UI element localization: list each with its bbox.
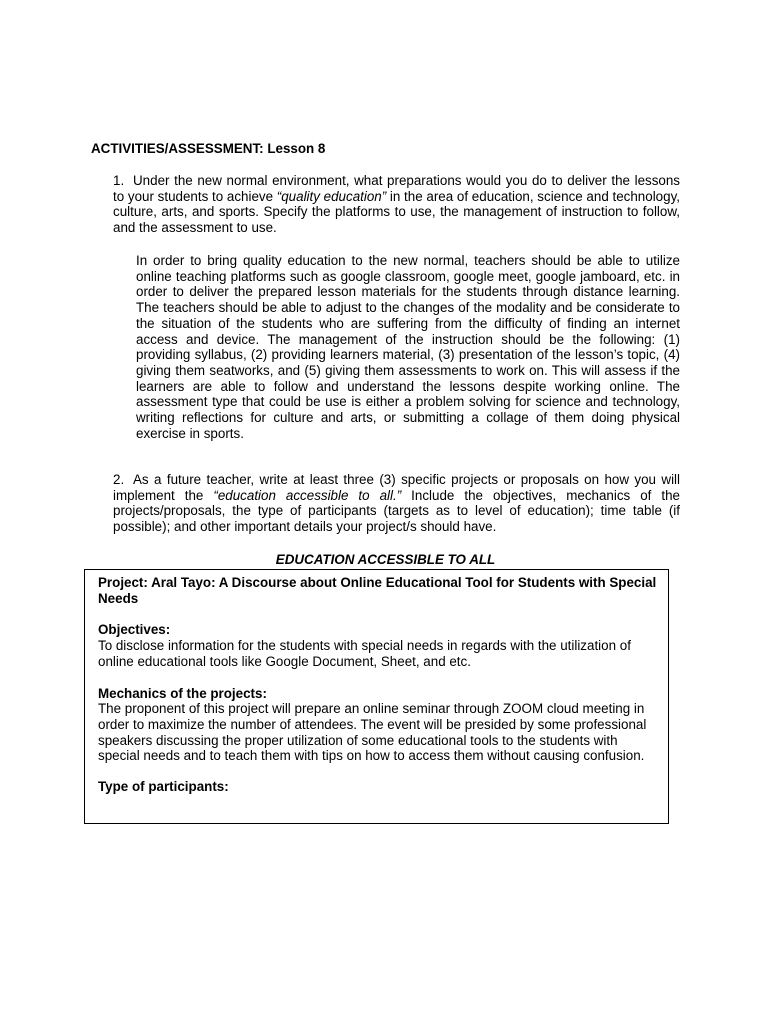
participants-label: Type of participants: xyxy=(98,779,229,795)
question-2-emphasis: “education accessible to all.” xyxy=(213,487,402,503)
project-box xyxy=(84,569,669,824)
question-1-number: 1. xyxy=(113,173,125,188)
question-2-text-end: Include the objectives, mechanics of the projects/proposals, the type of participants (targets as to level of education); time table (if possible); and other important details your project/s should have. xyxy=(113,487,680,535)
objectives-text: To disclose information for the students with special needs in regards with the utilization of online educational tools like Google Document, Sheet, and etc. xyxy=(98,638,631,669)
question-1-text: Under the new normal environment, what preparations would you do to deliver the lessons to your students to achieve xyxy=(113,173,680,204)
box-title: EDUCATION ACCESSIBLE TO ALL xyxy=(275,552,496,567)
page-heading: ACTIVITIES/ASSESSMENT: Lesson 8 xyxy=(91,141,326,156)
project-title: Project: Aral Tayo: A Discourse about Online Educational Tool for Students with Special Needs xyxy=(98,575,657,606)
objectives-label: Objectives: xyxy=(98,622,171,638)
question-1 xyxy=(113,173,680,236)
question-1-text-end: in the area of education, science and technology, culture, arts, and sports. Specify the platforms to use, the management of instruction to follow, and the assessment to use. xyxy=(113,188,680,236)
answer-1: In order to bring quality education to the new normal, teachers should be able to utilize online teaching platforms such as google classroom, google meet, google jamboard, etc. in order to deliver the prepared lesson materials for the students through distance learning. The teachers should be able to adjust to the changes of the modality and be considerate to the situation of the students who are suffering from the difficulty of finding an internet access and device. The management of the instruction should be the following: (1) providing syllabus, (2) providing learners material, (3) presentation of the lesson’s topic, (4) giving them seatworks, and (5) giving them assessments to work on. This will assess if the learners are able to follow and understand the lessons despite working online. The assessment type that could be use is either a problem solving for science and technology, writing reflections for culture and arts, or submitting a collage of them doing physical exercise in sports. xyxy=(136,253,680,441)
question-2-number: 2. xyxy=(113,472,125,487)
question-1-emphasis: “quality education” xyxy=(276,188,387,204)
mechanics-text: The proponent of this project will prepare an online seminar through ZOOM cloud meeting in order to maximize the number of attendees. The event will be presided by some professional speakers discussing the proper utilization of some educational tools to the students with special needs and to teach them with tips on how to access them without causing confusion. xyxy=(98,701,647,764)
question-2-text: As a future teacher, write at least three (3) specific projects or proposals on how you will implement the xyxy=(113,472,680,503)
question-2 xyxy=(113,472,680,535)
mechanics-label: Mechanics of the projects: xyxy=(98,685,267,701)
